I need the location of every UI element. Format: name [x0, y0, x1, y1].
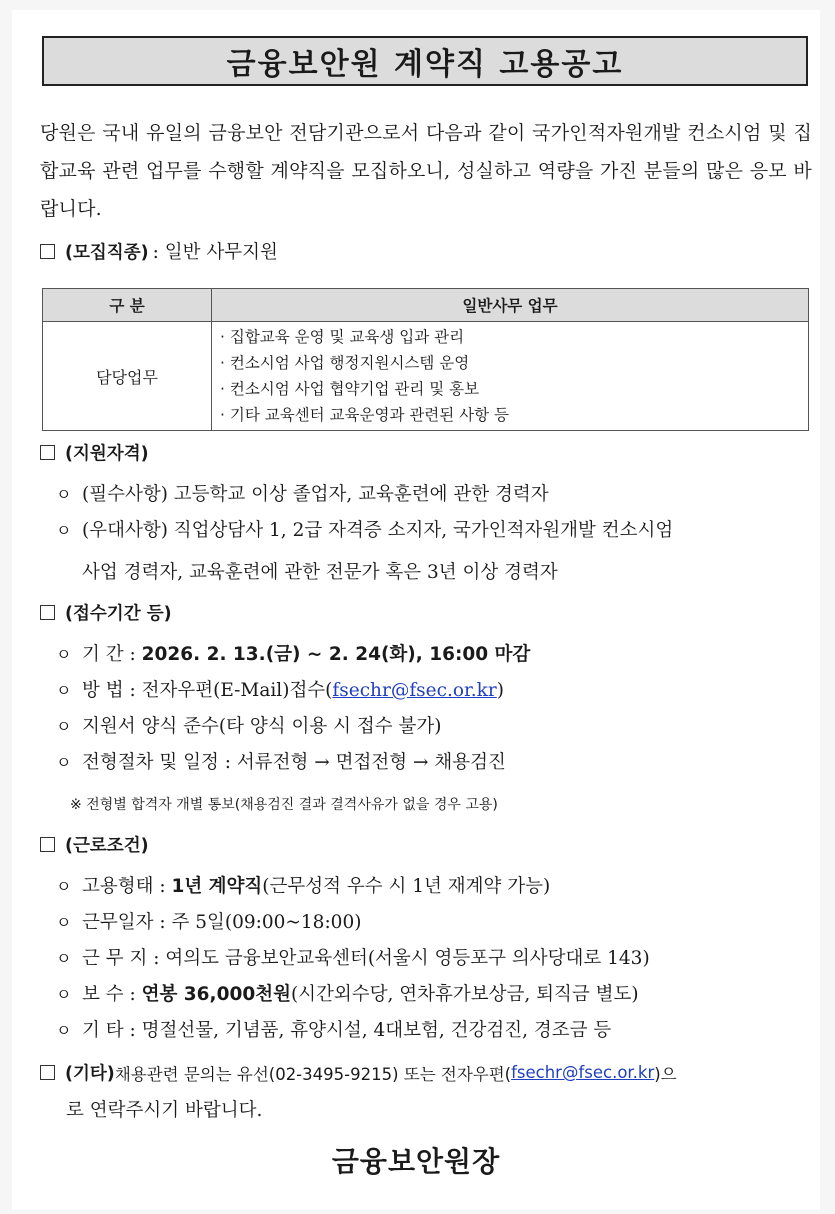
- table-header: 구 분: [43, 289, 212, 322]
- section-application: [40, 600, 172, 625]
- table-header: 일반사무 업무: [212, 289, 809, 322]
- email-link[interactable]: fsechr@fsec.or.kr: [511, 1063, 655, 1082]
- list-item: ㅇ 근무일자 : 주 5일(09:00~18:00): [56, 906, 361, 940]
- email-link[interactable]: fsechr@fsec.or.kr: [332, 680, 497, 701]
- circle-bullet-icon: ㅇ: [56, 1021, 72, 1040]
- circle-bullet-icon: ㅇ: [56, 645, 72, 664]
- signature: 금융보안원장: [331, 1145, 501, 1178]
- section-heading: (근로조건): [65, 836, 149, 856]
- checkbox-square-icon: [40, 605, 55, 620]
- section-qualification: [40, 440, 149, 465]
- section-other: (기타) 채용관련 문의는 유선(02-3495-9215) 또는 전자우편( fsechr@fsec.or.kr )으: [40, 1060, 677, 1085]
- circle-bullet-icon: ㅇ: [56, 485, 72, 504]
- period-value: 2026. 2. 13.(금) ~ 2. 24(화), 16:00 마감: [141, 644, 531, 665]
- duty-item: · 기타 교육센터 교육운영과 관련된 사항 등: [220, 406, 510, 424]
- section-heading: (지원자격): [65, 444, 149, 464]
- circle-bullet-icon: ㅇ: [56, 985, 72, 1004]
- circle-bullet-icon: ㅇ: [56, 913, 72, 932]
- list-item: ㅇ 기 타 : 명절선물, 기념품, 휴양시설, 4대보험, 건강검진, 경조금 등: [56, 1014, 611, 1048]
- duty-item: · 컨소시엄 사업 협약기업 관리 및 홍보: [220, 380, 480, 398]
- intro-paragraph: 당원은 국내 유일의 금융보안 전담기관으로서 다음과 같이 국가인적자원개발 컨소시엄 및 집합교육 관련 업무를 수행할 계약직을 모집하오니, 성실하고 역량을 가진 분들의 많은 응모 바랍니다.: [40, 122, 812, 220]
- circle-bullet-icon: ㅇ: [56, 753, 72, 772]
- section-heading: (모집직종): [65, 242, 149, 263]
- checkbox-square-icon: [40, 244, 55, 259]
- list-item-continuation: 로 연락주시기 바랍니다.: [66, 1100, 263, 1121]
- list-item: ㅇ (필수사항) 고등학교 이상 졸업자, 교육훈련에 관한 경력자: [56, 478, 549, 512]
- table-duty-list: [212, 322, 809, 431]
- list-item: ㅇ 고용형태 : 1년 계약직(근무성적 우수 시 1년 재계약 가능): [56, 870, 550, 904]
- list-item-continuation: 사업 경력자, 교육훈련에 관한 전문가 혹은 3년 이상 경력자: [82, 562, 558, 583]
- list-item: ㅇ 근 무 지 : 여의도 금융보안교육센터(서울시 영등포구 의사당대로 143): [56, 942, 650, 976]
- circle-bullet-icon: ㅇ: [56, 521, 72, 540]
- circle-bullet-icon: ㅇ: [56, 717, 72, 736]
- checkbox-square-icon: [40, 1065, 55, 1080]
- recruit-value: : 일반 사무지원: [152, 242, 278, 263]
- page-title: 금융보안원 계약직 고용공고: [42, 36, 808, 86]
- checkbox-square-icon: [40, 445, 55, 460]
- list-item: ㅇ 보 수 : 연봉 36,000천원(시간외수당, 연차휴가보상금, 퇴직금 별도): [56, 978, 639, 1012]
- section-recruit: [40, 238, 278, 264]
- duty-table: [42, 288, 809, 431]
- circle-bullet-icon: ㅇ: [56, 949, 72, 968]
- list-item: ㅇ 전형절차 및 일정 : 서류전형 → 면접전형 → 채용검진: [56, 746, 506, 780]
- circle-bullet-icon: ㅇ: [56, 681, 72, 700]
- section-heading: (접수기간 등): [65, 604, 172, 624]
- list-item: ㅇ 방 법 : 전자우편(E-Mail)접수(fsechr@fsec.or.kr): [56, 674, 504, 708]
- circle-bullet-icon: ㅇ: [56, 877, 72, 896]
- list-item: ㅇ (우대사항) 직업상담사 1, 2급 자격증 소지자, 국가인적자원개발 컨소시엄: [56, 514, 673, 548]
- duty-item: · 집합교육 운영 및 교육생 입과 관리: [220, 328, 465, 346]
- checkbox-square-icon: [40, 837, 55, 852]
- list-item: ㅇ 지원서 양식 준수(타 양식 이용 시 접수 불가): [56, 710, 441, 744]
- section-heading: (기타): [65, 1064, 115, 1084]
- list-item: ㅇ 기 간 : 2026. 2. 13.(금) ~ 2. 24(화), 16:00 마감: [56, 638, 530, 672]
- note-text: ※ 전형별 합격자 개별 통보(채용검진 결과 결격사유가 없을 경우 고용): [70, 797, 498, 813]
- table-category-cell: 담당업무: [43, 322, 212, 431]
- notice-page: [12, 10, 820, 1210]
- duty-item: · 컨소시엄 사업 행정지원시스템 운영: [220, 354, 470, 372]
- section-conditions: [40, 832, 149, 857]
